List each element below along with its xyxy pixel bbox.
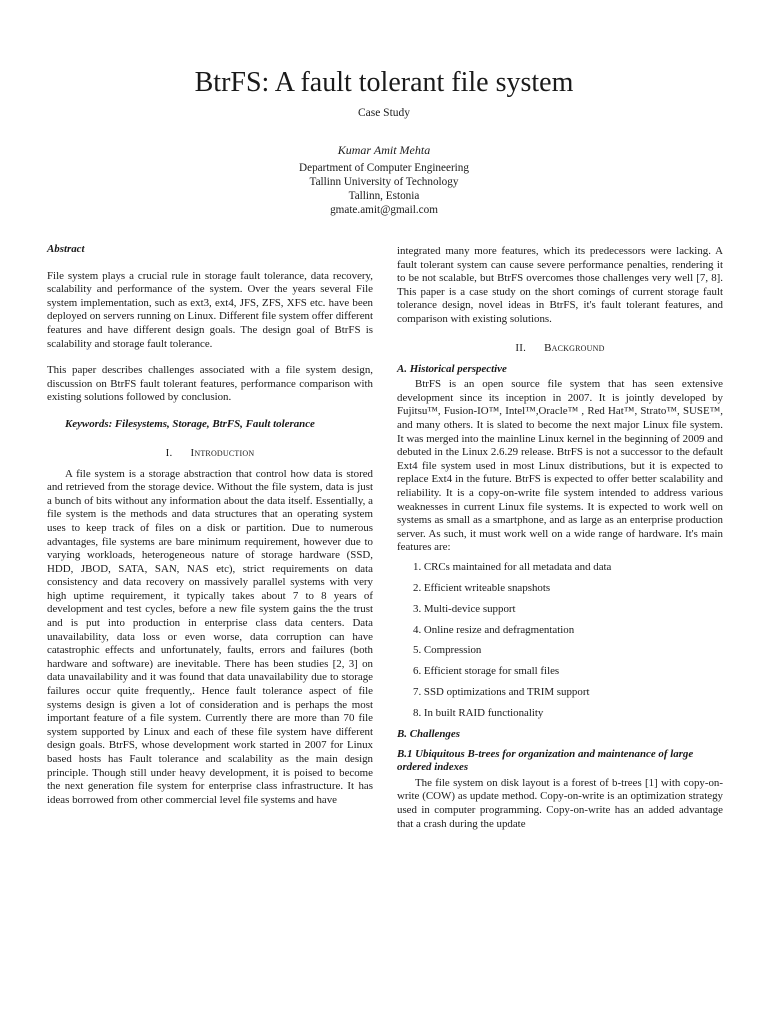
section-title: Introduction: [190, 446, 255, 459]
subsection-heading-challenges: B. Challenges: [397, 728, 460, 740]
list-item: 5. Compression: [413, 644, 482, 657]
list-item: 3. Multi-device support: [413, 602, 516, 615]
section-heading-introduction: [47, 446, 373, 460]
list-item: 1. CRCs maintained for all metadata and data: [413, 560, 612, 573]
list-item: 8. In built RAID functionality: [413, 707, 544, 720]
list-item: 4. Online resize and defragmentation: [413, 623, 575, 636]
abstract-paragraph: File system plays a crucial rule in storage fault tolerance, data recovery, scalability and performance of the system. Over the years several File system implementation, such as ext3, ext4, JFS, ZFS, XFS etc. have been deployed on servers running on Linux. Different file system offer different features and have different design goals. The design goal of BtrFS is scalability and storage fault tolerance.: [47, 269, 373, 350]
right-column: [397, 245, 723, 831]
keywords: Keywords: Filesystems, Storage, BtrFS, Fault tolerance: [65, 417, 315, 430]
section-heading-background: [397, 341, 723, 355]
subsection-heading-historical: A. Historical perspective: [397, 362, 507, 375]
subsection-heading-btrees: B.1 Ubiquitous B-trees for organization and maintenance of large ordered indexes: [397, 747, 694, 774]
abstract-heading: Abstract: [47, 243, 85, 255]
section-number: I.: [165, 446, 173, 459]
abstract-paragraph: This paper describes challenges associated with a file system design, discussion on BtrFS fault tolerant features, performance comparison with existing solutions followed by conclusion.: [47, 364, 373, 404]
left-column: [47, 243, 373, 807]
list-item: 2. Efficient writeable snapshots: [413, 581, 551, 594]
author-affiliation: [0, 161, 768, 217]
btrees-paragraph: The file system on disk layout is a forest of b-trees [1] with copy-on-write (COW) as update method. Copy-on-write is an optimization strategy used in computer programming. Copy-on-write has an added advantage that a crash during the update: [397, 776, 723, 830]
list-item: 6. Efficient storage for small files: [413, 665, 560, 678]
list-item: 7. SSD optimizations and TRIM support: [413, 686, 590, 699]
historical-paragraph: BtrFS is an open source file system that has seen extensive development since its inception in 2007. It is jointly developed by Fujitsu™, Fusion-IO™, Intel™,Oracle™ , Red Hat™, Strato™, SUSE™, and many others. It is slated to become the next major Linux file system. It was merged into the mainline Linux kernel in the beginning of 2009 and debuted in the Linux 2.6.29 release. BtrFS is not a successor to the default Ext4 file system used in most Linux distributions, but it is expected to replace Ext4 in the future. BtrFS is expected to offer better scalability and reliability. It is a copy-on-write file system intended to address various weaknesses in current Linux file systems. It is expected to work well on systems as small as a smartphone, and as large as an enterprise production server. As such, it must work well on a wide range of hardware. It's main features are:: [397, 378, 723, 554]
paper-title: BtrFS: A fault tolerant file system: [194, 67, 574, 98]
features-list: [397, 561, 723, 721]
affiliation-city: Tallinn, Estonia: [348, 190, 420, 202]
paper-subtitle: Case Study: [357, 107, 411, 119]
section-number: II.: [515, 341, 527, 354]
author-name: Kumar Amit Mehta: [337, 143, 431, 157]
affiliation-department: Department of Computer Engineering: [299, 162, 469, 174]
affiliation-university: Tallinn University of Technology: [309, 176, 459, 188]
author-email: gmate.amit@gmail.com: [330, 204, 438, 216]
section-title: Background: [544, 341, 605, 354]
introduction-paragraph: A file system is a storage abstraction that control how data is stored and retrieved from the storage device. Without the file system, data is just a bunch of bits without any information about the data itself. Essentially, a file system is the methods and data structures that an operating system uses to keep track of files on a disk or partition. Due to numerous advantages, file systems are bare minimum requirement, however due to varying workloads, heterogeneous nature of storage hardware (SSD, HDD, JBOD, SATA, SAN, NAS etc), strict requirements on data consistency and data recovery on massively parallel systems with very high uptime requirement, it typically takes about 7 to 8 years of development and test cycles, before a new file system gains the the trust and is put into production in enterprise class data centers. Data unavailability, data loss or even worse, data corruption can have catastrophic effects and unfortunately, faults, errors and failures (both hardware and software) are inevitable. There has been studies [2, 3] on data unavailability and it was found that data unavailability due to storage failures occur quite frequently,. Hence fault tolerance aspect of file systems design is given a lot of consideration and is perhaps the most important feature of a file system. Currently there are more than 70 file system supported by Linux and each of these file system have different design goals. BtrFS, whose development work started in 2007 for Linux based hosts has Fault tolerance and scalability as the main design principle. Though still under heavy development, it is poised to become the next generation file system for enterprise class infrastructure. It has ideas borrowed from other commercial level file systems and have: [47, 467, 373, 806]
introduction-continued: integrated many more features, which its predecessors were lacking. A fault tolerant system can cause severe performance penalties, rendering it to be not scalable, but BtrFS overcomes those challenges very well [7, 8]. This paper is a case study on the short comings of current storage fault tolerance design, novel ideas in BtrFS, it's fault tolerant features, and comparison with existing solutions.: [397, 245, 723, 325]
